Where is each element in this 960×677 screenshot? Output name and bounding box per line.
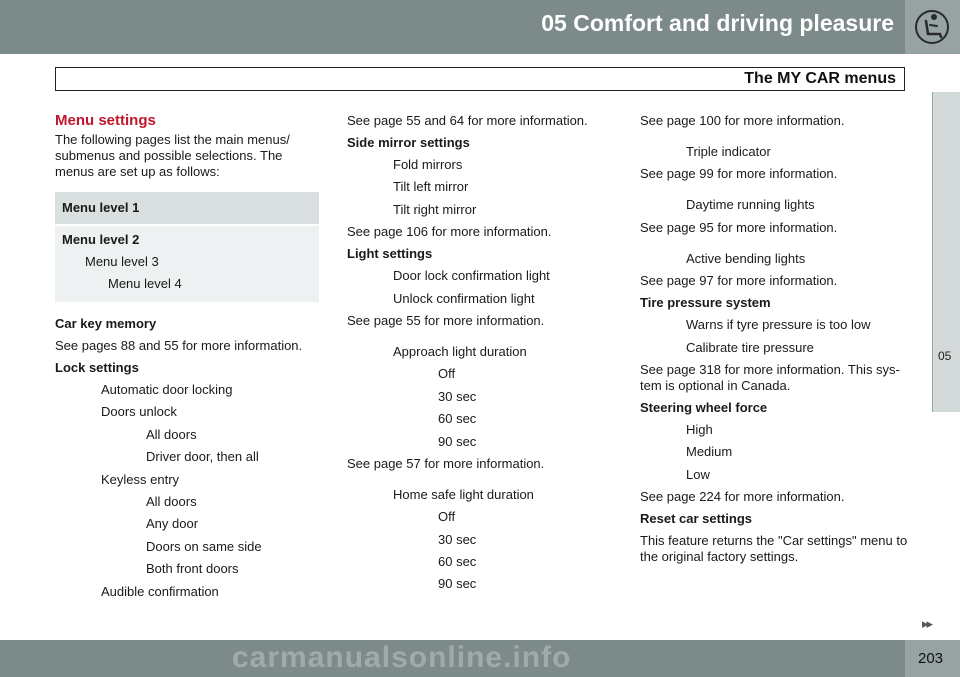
watermark: carmanualsonline.info (232, 641, 572, 674)
column-1 (55, 113, 321, 606)
heading-lock-settings: Lock settings (55, 360, 139, 375)
chapter-side-tab-label: 05 (938, 349, 952, 363)
ref-text: See page 106 for more information. (347, 224, 552, 240)
ref-text: See page 55 and 64 for more information. (347, 113, 588, 128)
list-item: Approach light duration (393, 343, 527, 359)
list-item: 60 sec (438, 411, 477, 427)
list-item: Fold mirrors (393, 157, 463, 172)
ref-text: See page 55 for more information. (347, 312, 545, 328)
list-item: Automatic door locking (101, 382, 233, 397)
list-item: Calibrate tire pressure (686, 339, 814, 355)
menu-level-2: Menu level 2 (62, 232, 140, 247)
heading-side-mirror-settings: Side mirror settings (347, 135, 470, 150)
ref-text: See page 99 for more information. (640, 166, 838, 182)
list-item: All doors (146, 493, 197, 509)
list-item: Active bending lights (686, 250, 806, 266)
ref-car-key: See pages 88 and 55 for more information. (55, 338, 303, 353)
column-2 (347, 113, 609, 599)
list-item: Home safe light duration (393, 486, 534, 502)
section-title-box (55, 67, 905, 91)
heading-reset-car-settings: Reset car settings (640, 511, 752, 527)
list-item: Keyless entry (101, 471, 180, 487)
list-item: Doors on same side (146, 538, 262, 554)
list-item: 90 sec (438, 433, 477, 449)
list-item: Audible confirmation (101, 583, 219, 599)
list-item: Warns if tyre pressure is too low (686, 317, 871, 333)
list-item: Door lock confirmation light (393, 268, 550, 284)
heading-car-key-memory: Car key memory (55, 316, 157, 331)
ref-text: See page 97 for more information. (640, 273, 838, 289)
ref-text: See page 100 for more information. (640, 113, 845, 128)
list-item: Tilt left mirror (393, 179, 469, 195)
column-3 (640, 113, 910, 571)
chapter-icon-box (905, 0, 960, 54)
list-item: Daytime running lights (686, 197, 815, 213)
list-item: Driver door, then all (146, 449, 259, 465)
menu-level-3: Menu level 3 (85, 254, 159, 269)
ref-text: See page 95 for more information. (640, 219, 838, 235)
list-item: 30 sec (438, 388, 477, 404)
ref-text: See page 57 for more information. (347, 455, 545, 471)
menu-level-block (55, 226, 319, 302)
list-item: Off (438, 509, 456, 525)
page-number: 203 (918, 650, 944, 667)
list-item: Tilt right mirror (393, 201, 477, 217)
chapter-side-tab[interactable] (932, 92, 960, 412)
list-item: 60 sec (438, 554, 477, 570)
heading-light-settings: Light settings (347, 246, 433, 262)
list-item: Triple indicator (686, 144, 771, 159)
next-page-arrows-icon[interactable]: ▸▸ (922, 616, 932, 631)
seat-icon (913, 6, 951, 48)
list-item: Unlock confirmation light (393, 290, 535, 306)
heading-tire-pressure-system: Tire pressure system (640, 295, 771, 311)
list-item: High (686, 421, 713, 437)
section-heading: Menu settings (55, 112, 156, 129)
menu-level-table (55, 192, 319, 302)
ref-text: See page 318 for more information. This sys-tem is optional in Canada. (640, 361, 900, 393)
list-item: Low (686, 466, 710, 482)
heading-steering-wheel-force: Steering wheel force (640, 399, 768, 415)
menu-level-1: Menu level 1 (55, 192, 319, 224)
list-item: Off (438, 366, 456, 382)
chapter-title: 05 Comfort and driving pleasure (541, 10, 894, 36)
section-title: The MY CAR menus (744, 70, 896, 87)
list-item: All doors (146, 426, 197, 442)
list-item: 90 sec (438, 576, 477, 592)
reset-description: This feature returns the "Car settings" menu to the original factory settings. (640, 533, 908, 565)
list-item: Any door (146, 516, 199, 532)
list-item: Doors unlock (101, 404, 177, 420)
intro-paragraph: The following pages list the main menus/ submenus and possible selections. The menus are set up as follows: (55, 132, 290, 179)
ref-text: See page 224 for more information. (640, 489, 845, 505)
list-item: Medium (686, 444, 733, 460)
list-item: 30 sec (438, 531, 477, 547)
menu-level-4: Menu level 4 (108, 276, 182, 291)
list-item: Both front doors (146, 561, 239, 577)
